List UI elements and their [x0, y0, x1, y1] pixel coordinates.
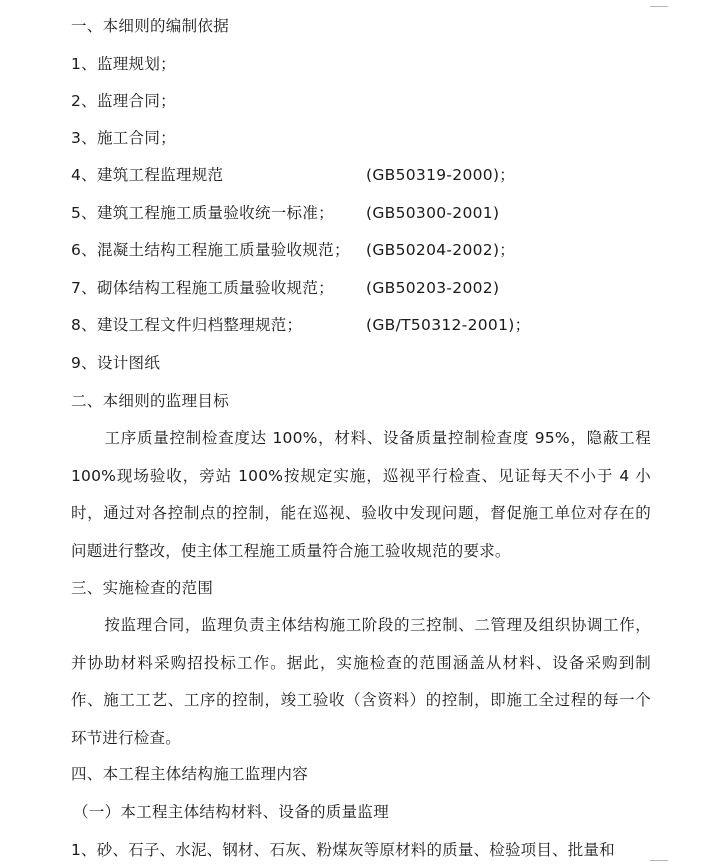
basis-item: 1、监理规划；: [71, 55, 176, 73]
basis-item-label: 7、砌体结构工程施工质量验收规范；: [71, 279, 334, 297]
standard-code: (GB50203-2002): [366, 279, 500, 297]
scope-paragraph: 按监理合同，监理负责主体结构施工阶段的三控制、二管理及组织协调工作，并协助材料采购招投标工作。据此，实施检查的范围涵盖从材料、设备采购到制作、施工工艺、工序的控制，竣工验收（含资料）的控制，即施工全过程的每一个环节进行检查。: [71, 616, 651, 747]
section-heading-4: 四、本工程主体结构施工监理内容: [71, 765, 309, 783]
basis-item: [0, 240, 718, 260]
basis-item: [0, 278, 718, 298]
basis-item: 2、监理合同；: [71, 92, 176, 110]
section-heading-1: 一、本细则的编制依据: [71, 17, 230, 35]
basis-item-label: 8、建设工程文件归档整理规范；: [71, 316, 303, 334]
standard-code: (GB50319-2000)；: [366, 166, 516, 184]
basis-item-label: 5、建筑工程施工质量验收统一标准；: [71, 204, 334, 222]
basis-item-label: 4、建筑工程监理规范: [71, 166, 224, 184]
subsection-heading: （一）本工程主体结构材料、设备的质量监理: [73, 803, 390, 821]
basis-item: 3、施工合同；: [71, 129, 176, 147]
standard-code: (GB50300-2001): [366, 204, 500, 222]
basis-item: 9、设计图纸: [71, 354, 161, 372]
page-corner-mark: [650, 860, 668, 861]
page-corner-mark: [650, 6, 668, 7]
basis-item: [0, 315, 718, 335]
section-heading-3: 三、实施检查的范围: [71, 579, 214, 597]
basis-item: [0, 203, 718, 223]
basis-item-label: 6、混凝土结构工程施工质量验收规范；: [71, 241, 350, 259]
paragraph-line: 1、砂、石子、水泥、钢材、石灰、粉煤灰等原材料的质量、检验项目、批量和: [71, 841, 615, 859]
section-heading-2: 二、本细则的监理目标: [71, 392, 230, 410]
basis-item: [0, 165, 718, 185]
standard-code: (GB50204-2002)；: [366, 241, 516, 259]
standard-code: (GB/T50312-2001)；: [366, 316, 531, 334]
goal-paragraph: 工序质量控制检查度达 100%，材料、设备质量控制检查度 95%，隐蔽工程 100%现场验收，旁站 100%按规定实施，巡视平行检查、见证每天不小于 4 小时，通过对各控制点的控制，能在巡视、验收中发现问题，督促施工单位对存在的问题进行整改，使主体工程施工质量符合施工验收规范的要求。: [71, 429, 651, 560]
